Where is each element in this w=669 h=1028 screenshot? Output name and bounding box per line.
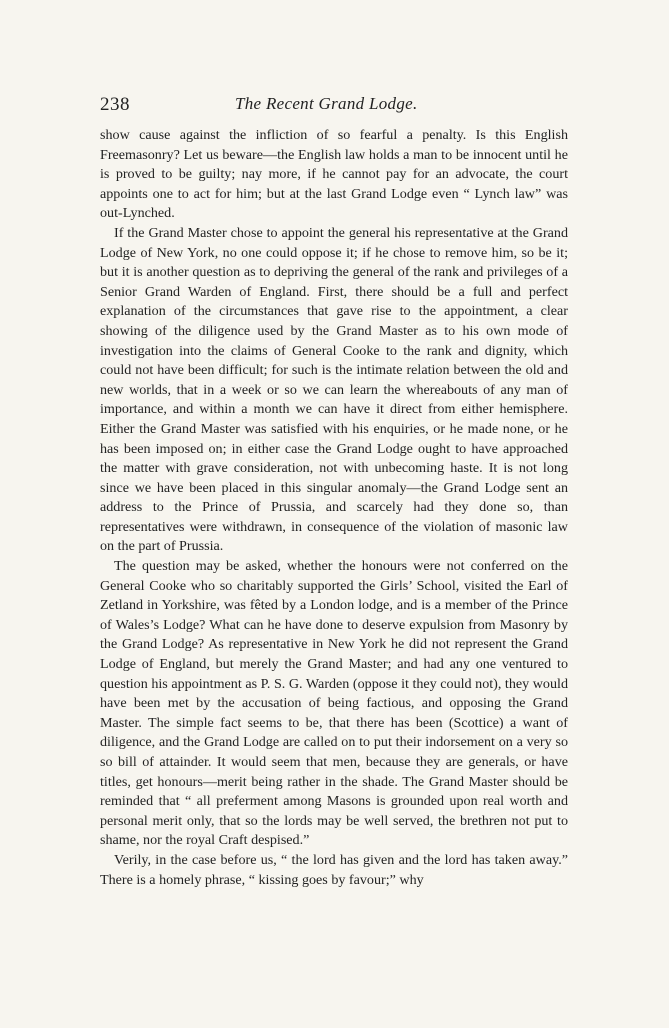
page-number: 238 — [100, 94, 130, 115]
book-page — [100, 94, 568, 890]
body-text — [100, 126, 568, 890]
paragraph-1: show cause against the infliction of so fearful a penalty. Is this English Freemasonry? Let us beware—the English law holds a man to be innocent until he is proved to be guilty; nay more, if he cannot pay for an advocate, the court appoints one to act for him; but at the last Grand Lodge even “ Lynch law” was out-Lynched. — [100, 127, 568, 222]
page-header — [100, 94, 568, 120]
paragraph-3: The question may be asked, whether the honours were not conferred on the General Cooke who so charitably supported the Girls’ School, visited the Earl of Zetland in Yorkshire, was fêted by a London lodge, and is a member of the Prince of Wales’s Lodge? What can he have done to deserve expulsion from Masonry by the Grand Lodge? As representative in New York he did not represent the Grand Lodge of England, but merely the Grand Master; and had any one ventured to question his appointment as P. S. G. Warden (oppose it they could not), they would have been met by the accusation of being factious, and opposing the Grand Master. The simple fact seems to be, that there has been (Scottice) a want of diligence, and the Grand Lodge are called on to put their indorsement on a very so so bill of attainder. It would seem that men, because they are generals, or have titles, get honours—merit being rather in the shade. The Grand Master should be reminded that “ all preferment among Masons is grounded upon real worth and personal merit only, that so the lords may be well served, the brethren not put to shame, nor the royal Craft despised.” — [100, 558, 568, 849]
running-title: The Recent Grand Lodge. — [235, 94, 418, 113]
paragraph-4: Verily, in the case before us, “ the lord has given and the lord has taken away.” There is a homely phrase, “ kissing goes by favour;” why — [100, 851, 568, 888]
paragraph-2: If the Grand Master chose to appoint the general his representative at the Grand Lodge of New York, no one could oppose it; if he chose to remove him, so be it; but it is another question as to depriving the general of the rank and privileges of a Senior Grand Warden of England. First, there should be a full and perfect explanation of the circumstances that gave rise to the appointment, a clear showing of the diligence used by the Grand Master as to his own mode of investigation into the claims of General Cooke to the rank and dignity, which could not have been difficult; for such is the intimate relation between the old and new worlds, that in a week or so we can learn the whereabouts of any man of importance, and within a month we can have it direct from either hemisphere. Either the Grand Master was satisfied with his enquiries, or he made none, or he has been imposed on; in either case the Grand Lodge ought to have approached the matter with grave consideration, not with unbecoming haste. It is not long since we have been placed in this singular anomaly—the Grand Lodge sent an address to the Prince of Prussia, and scarcely had they done so, than representatives were withdrawn, in consequence of the violation of masonic law on the part of Prussia. — [100, 224, 568, 555]
